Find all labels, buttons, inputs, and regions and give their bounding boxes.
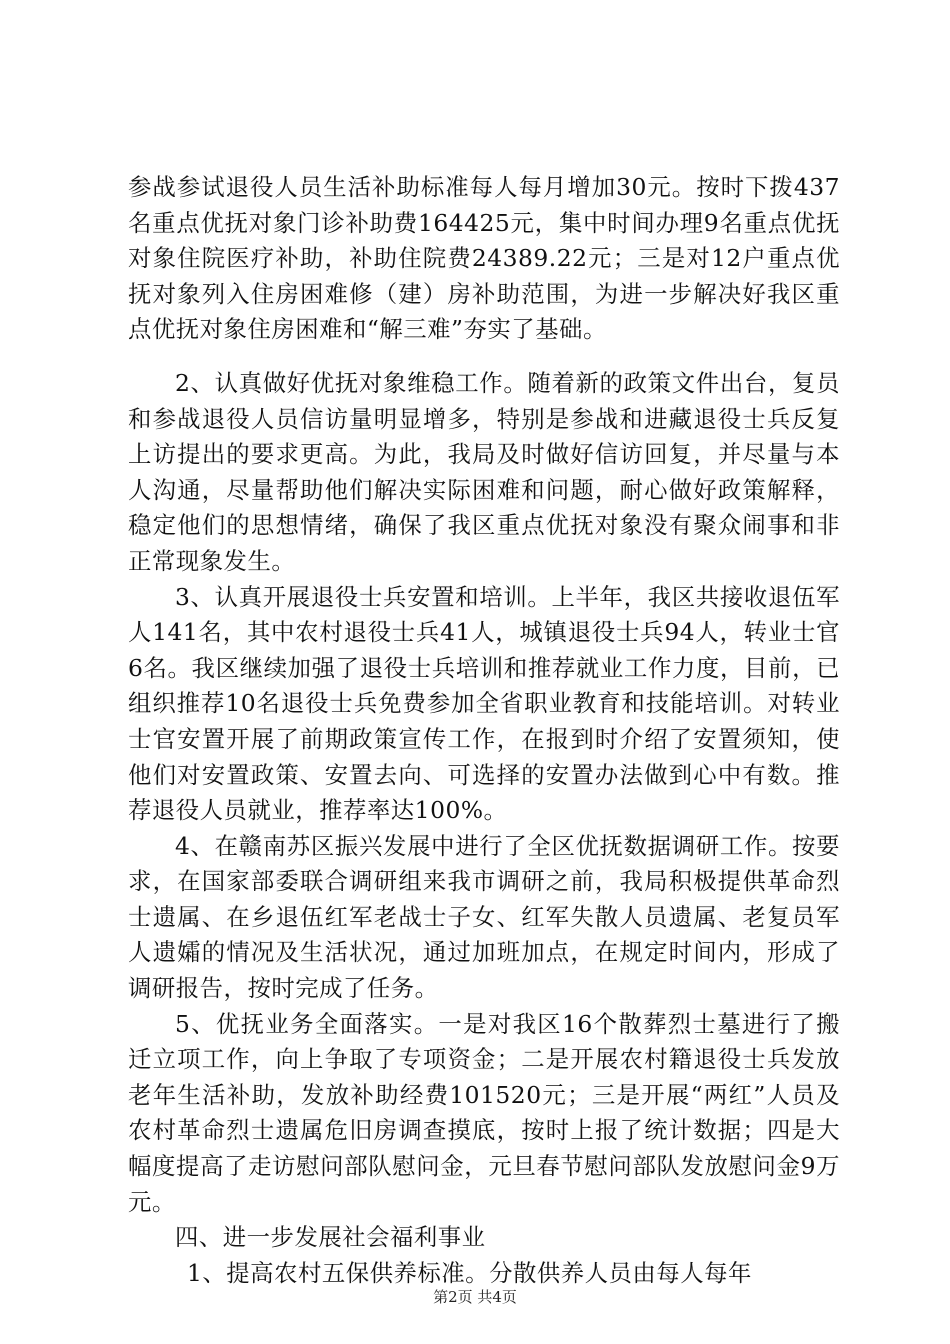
paragraph-item-5: 5、优抚业务全面落实。一是对我区16个散葬烈士墓进行了搬迁立项工作，向上争取了专项资金；二是开展农村籍退役士兵发放老年生活补助，发放补助经费101520元；三是开展“两红”人员及农村革命烈士遗属危旧房调查摸底，按时上报了统计数据；四是大幅度提高了走访慰问部队慰问金，元旦春节慰问部队发放慰问金9万元。 xyxy=(128,1009,840,1216)
paragraph-continuation: 参战参试退役人员生活补助标准每人每月增加30元。按时下拨437名重点优抚对象门诊补助费164425元，集中时间办理9名重点优抚对象住院医疗补助，补助住院费24389.22元；三是对12户重点优抚对象列入住房困难修（建）房补助范围，为进一步解决好我区重点优抚对象住房困难和“解三难”夯实了基础。 xyxy=(128,173,840,344)
paragraph-item-4: 4、在赣南苏区振兴发展中进行了全区优抚数据调研工作。按要求，在国家部委联合调研组来我市调研之前，我局积极提供革命烈士遗属、在乡退伍红军老战士子女、红军失散人员遗属、老复员军人遗孀的情况及生活状况，通过加班加点，在规定时间内，形成了调研报告，按时完成了任务。 xyxy=(128,831,840,1003)
paragraph-item-2: 2、认真做好优抚对象维稳工作。随着新的政策文件出台，复员和参战退役人员信访量明显增多，特别是参战和进藏退役士兵反复上访提出的要求更高。为此，我局及时做好信访回复，并尽量与本人沟通，尽量帮助他们解决实际困难和问题，耐心做好政策解释，稳定他们的思想情绪，确保了我区重点优抚对象没有聚众闹事和非正常现象发生。 xyxy=(128,368,840,575)
paragraph-item-3: 3、认真开展退役士兵安置和培训。上半年，我区共接收退伍军人141名，其中农村退役士兵41人，城镇退役士兵94人，转业士官6名。我区继续加强了退役士兵培训和推荐就业工作力度，目前，已组织推荐10名退役士兵免费参加全省职业教育和技能培训。对转业士官安置开展了前期政策宣传工作，在报到时介绍了安置须知，使他们对安置政策、安置去向、可选择的安置办法做到心中有数。推荐退役人员就业，推荐率达100%。 xyxy=(128,582,840,825)
paragraph-subitem-1: 1、提高农村五保供养标准。分散供养人员由每人每年 xyxy=(187,1258,752,1287)
section-heading: 四、进一步发展社会福利事业 xyxy=(175,1223,486,1252)
document-body xyxy=(128,170,840,1291)
page-footer: 第2页 共4页 xyxy=(433,1288,517,1306)
